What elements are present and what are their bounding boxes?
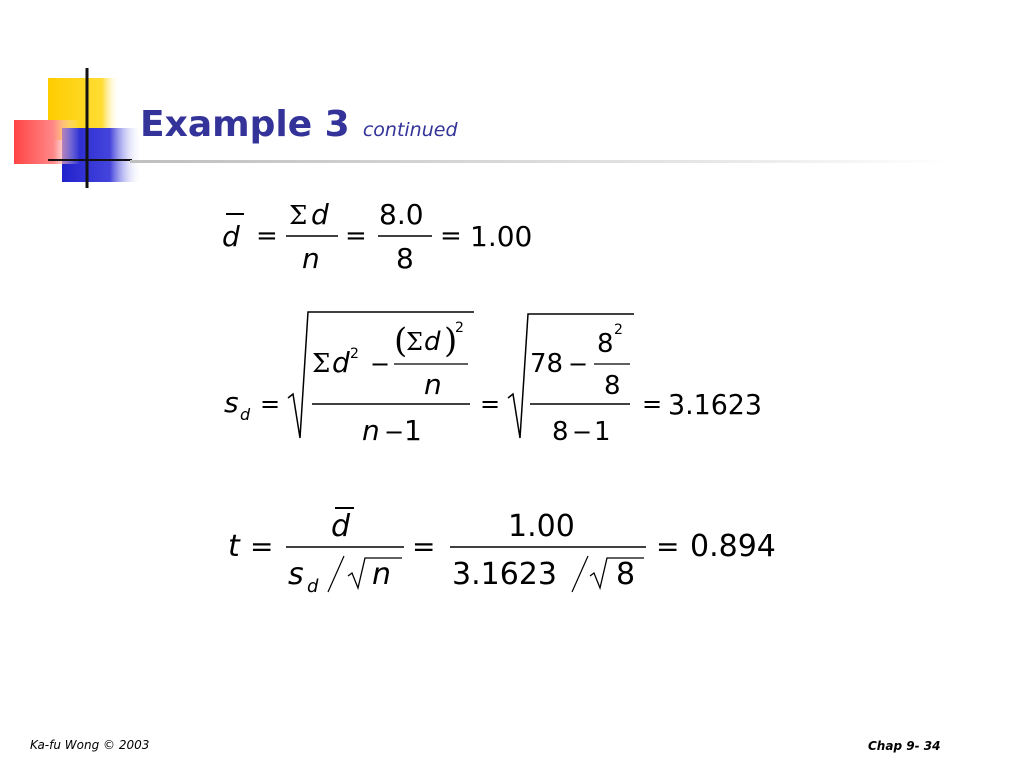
eq3-num2: 1.00 <box>508 509 575 544</box>
eq2-n2-first: 78 <box>530 349 564 379</box>
eq1-num-var: d <box>311 198 329 231</box>
eq3-den2-slash <box>572 556 588 592</box>
equation-mean-difference <box>222 198 532 275</box>
eq2-inner-sigma: Σ <box>406 328 423 356</box>
eq2-inner-den: n <box>424 368 442 401</box>
footer-author: Ka-fu Wong © 2003 <box>30 738 150 752</box>
eq1-result: 1.00 <box>470 220 533 253</box>
slide-subtitle: continued <box>362 119 458 141</box>
eq3-result: 0.894 <box>690 529 776 564</box>
eq2-n2-inner-sq: 2 <box>614 322 623 338</box>
eq2-equals-2: = <box>480 390 501 418</box>
eq2-paren-close: ) <box>444 321 458 361</box>
eq2-paren-open: ( <box>394 321 408 361</box>
eq2-sigma: Σ <box>312 349 331 379</box>
eq2-inner-d: d <box>424 327 441 357</box>
eq1-equals-1: = <box>256 221 278 251</box>
eq2-equals-1: = <box>260 390 281 418</box>
eq2-minus: − <box>370 350 391 378</box>
footer-page-number: Chap 9- 34 <box>868 739 941 753</box>
eq2-lhs-sub: d <box>240 405 251 424</box>
eq1-equals-2: = <box>345 221 367 251</box>
eq1-den-var: n <box>302 242 320 275</box>
eq2-paren-sq: 2 <box>455 320 464 336</box>
eq2-outer-den-minus: − <box>384 418 405 446</box>
eq2-d: d <box>332 346 350 379</box>
eq3-equals-2: = <box>412 530 436 563</box>
eq3-den-sub: d <box>307 576 319 597</box>
eq1-sigma: Σ <box>289 201 308 231</box>
eq3-num-var: d <box>331 509 351 544</box>
eq2-d2-first: 8 <box>552 417 569 447</box>
eq2-equals-3: = <box>642 390 663 418</box>
eq3-lhs-var: t <box>228 529 240 564</box>
eq3-den-n: n <box>372 557 392 592</box>
eq1-den2: 8 <box>396 242 414 275</box>
eq1-equals-3: = <box>440 221 462 251</box>
eq2-result: 3.1623 <box>668 388 762 421</box>
eq2-n2-inner-num: 8 <box>597 329 614 359</box>
eq2-lhs-var: s <box>224 386 239 419</box>
slide-title: Example 3 <box>140 104 350 145</box>
eq1-lhs-var: d <box>222 220 240 253</box>
eq3-den-s: s <box>288 557 304 592</box>
eq2-n2-minus: − <box>568 350 589 378</box>
equation-std-dev <box>224 312 762 447</box>
eq2-outer-den-one: 1 <box>404 414 422 447</box>
eq3-equals-3: = <box>656 530 680 563</box>
eq3-den2-a: 3.1623 <box>452 557 557 592</box>
eq1-num2: 8.0 <box>379 198 424 231</box>
eq2-d2-minus: − <box>572 418 593 446</box>
equation-t-statistic <box>228 508 776 597</box>
eq3-equals-1: = <box>250 530 274 563</box>
eq2-outer-den-var: n <box>362 414 380 447</box>
eq3-den-slash <box>328 556 344 592</box>
eq2-d-sq: 2 <box>350 346 359 362</box>
eq3-den2-b: 8 <box>616 557 636 592</box>
eq2-d2-one: 1 <box>594 417 611 447</box>
eq2-n2-inner-den: 8 <box>604 371 621 401</box>
